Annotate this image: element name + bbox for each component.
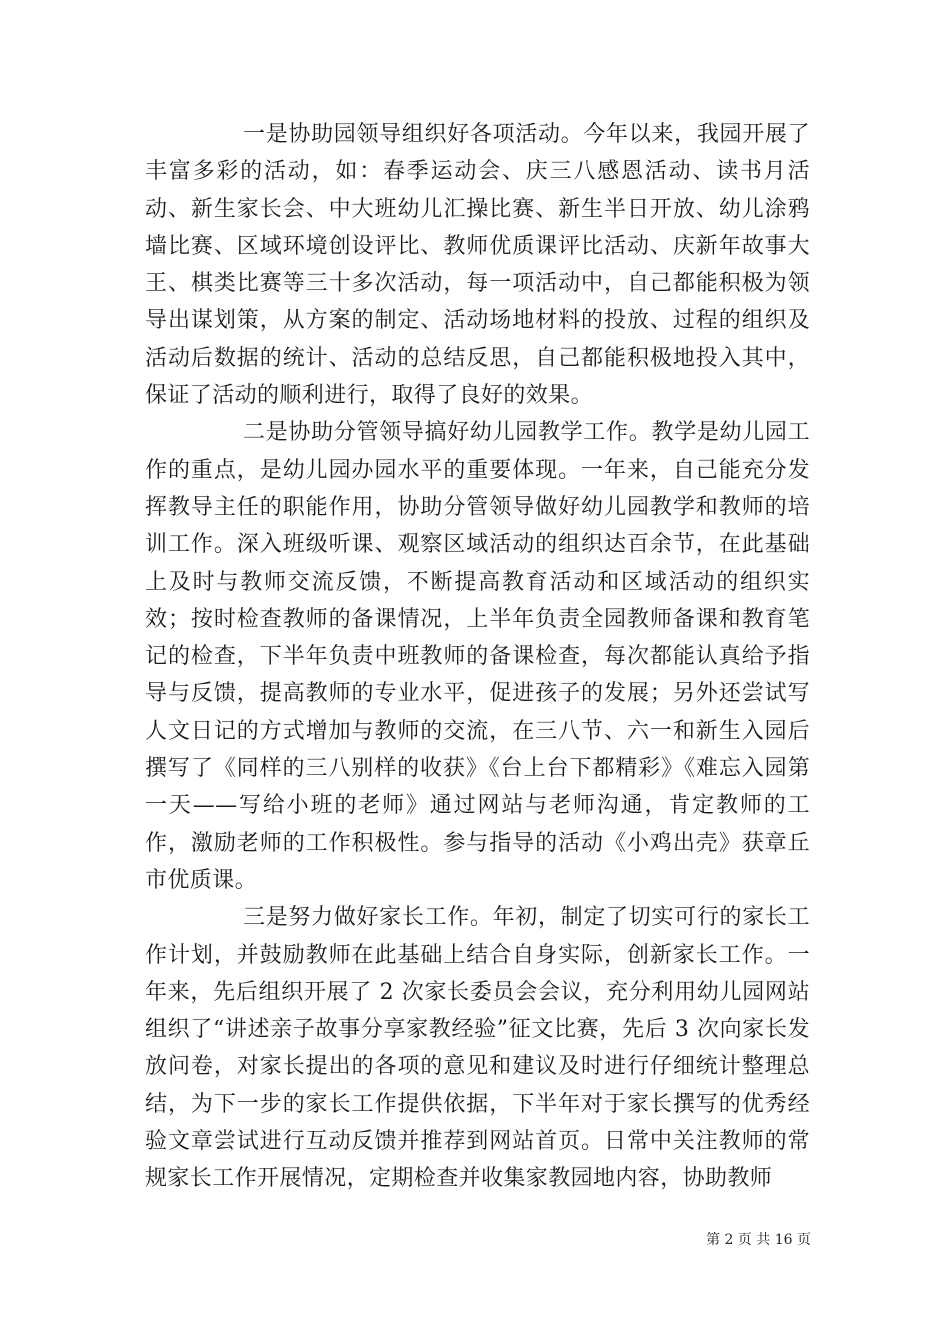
paragraph-activities: 一是协助园领导组织好各项活动。今年以来，我园开展了丰富多彩的活动，如：春季运动会、庆三八感恩活动、读书月活动、新生家长会、中大班幼儿汇操比赛、新生半日开放、幼儿涂鸦墙比赛、区域环境创设评比、教师优质课评比活动、庆新年故事大王、棋类比赛等三十多次活动，每一项活动中，自己都能积极为领导出谋划策，从方案的制定、活动场地材料的投放、过程的组织及活动后数据的统计、活动的总结反思，自己都能积极地投入其中，保证了活动的顺利进行，取得了良好的效果。 xyxy=(145,122,810,409)
page-number: 第 2 页 共 16 页 xyxy=(706,1232,811,1248)
document-body xyxy=(145,116,810,1198)
paragraph-parents: 三是努力做好家长工作。年初，制定了切实可行的家长工作计划，并鼓励教师在此基础上结合自身实际，创新家长工作。一年来，先后组织开展了 2 次家长委员会会议，充分利用幼儿园网站组织了“讲述亲子故事分享家教经验”征文比赛，先后 3 次向家长发放问卷，对家长提出的各项的意见和建议及时进行仔细统计整理总结，为下一步的家长工作提供依据，下半年对于家长撰写的优秀经验文章尝试进行互动反馈并推荐到网站首页。日常中关注教师的常规家长工作开展情况，定期检查并收集家教园地内容，协助教师 xyxy=(145,905,810,1192)
paragraph-teaching: 二是协助分管领导搞好幼儿园教学工作。教学是幼儿园工作的重点，是幼儿园办园水平的重要体现。一年来，自己能充分发挥教导主任的职能作用，协助分管领导做好幼儿园教学和教师的培训工作。深入班级听课、观察区域活动的组织达百余节，在此基础上及时与教师交流反馈，不断提高教育活动和区域活动的组织实效；按时检查教师的备课情况，上半年负责全园教师备课和教育笔记的检查，下半年负责中班教师的备课检查，每次都能认真给予指导与反馈，提高教师的专业水平，促进孩子的发展；另外还尝试写人文日记的方式增加与教师的交流，在三八节、六一和新生入园后撰写了《同样的三八别样的收获》《台上台下都精彩》《难忘入园第一天——写给小班的老师》通过网站与老师沟通，肯定教师的工作，激励老师的工作积极性。参与指导的活动《小鸡出壳》获章丘市优质课。 xyxy=(145,420,810,893)
